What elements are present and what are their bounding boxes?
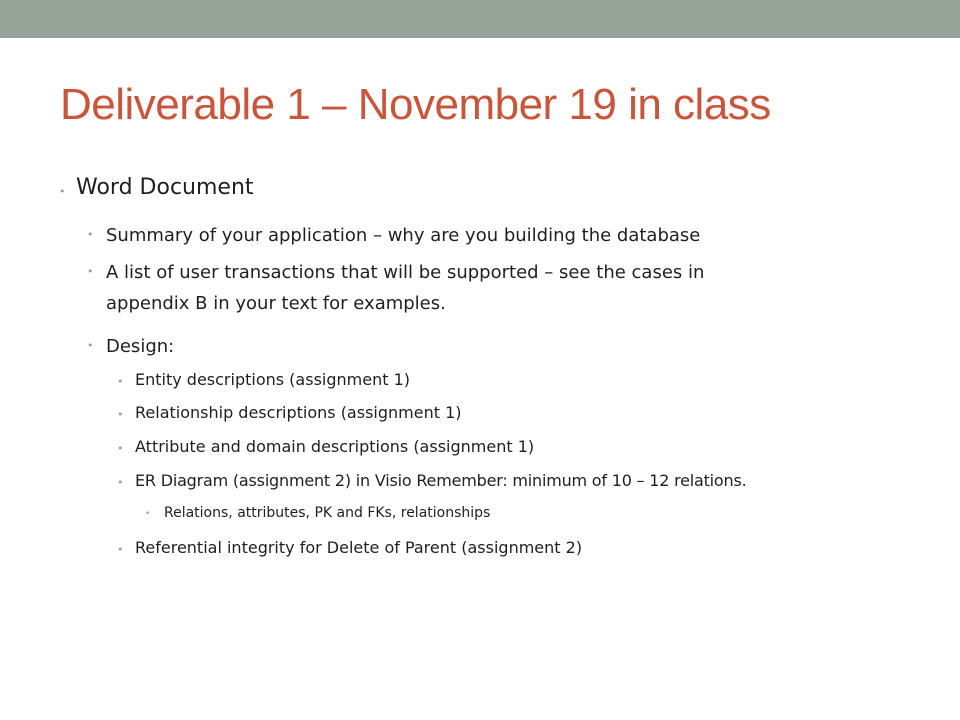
bullet-summary: Summary of your application – why are you building the database — [106, 225, 701, 246]
bullet-dot: • — [117, 476, 124, 489]
bullet-dot: • — [117, 442, 124, 455]
slide-title: Deliverable 1 – November 19 in class — [60, 80, 771, 129]
bullet-dot: • — [145, 509, 151, 519]
top-accent-bar — [0, 0, 960, 38]
bullet-word-document: Word Document — [76, 175, 254, 200]
bullet-transactions-line2: appendix B in your text for examples. — [106, 293, 446, 314]
bullet-dot: • — [87, 339, 94, 352]
bullet-relationship: Relationship descriptions (assignment 1) — [135, 403, 462, 422]
bullet-design: Design: — [106, 336, 175, 357]
bullet-relations: Relations, attributes, PK and FKs, relationships — [164, 505, 491, 521]
bullet-entity: Entity descriptions (assignment 1) — [135, 370, 410, 389]
bullet-dot: • — [87, 265, 94, 278]
bullet-dot: • — [59, 185, 66, 198]
bullet-attribute: Attribute and domain descriptions (assignment 1) — [135, 437, 535, 456]
bullet-dot: • — [117, 408, 124, 421]
bullet-dot: • — [117, 543, 124, 556]
bullet-referential: Referential integrity for Delete of Parent (assignment 2) — [135, 538, 583, 557]
bullet-dot: • — [117, 375, 124, 388]
bullet-dot: • — [87, 228, 94, 241]
bullet-transactions-line1: A list of user transactions that will be supported – see the cases in — [106, 262, 705, 283]
bullet-er-diagram: ER Diagram (assignment 2) in Visio Remember: minimum of 10 – 12 relations. — [135, 471, 747, 490]
